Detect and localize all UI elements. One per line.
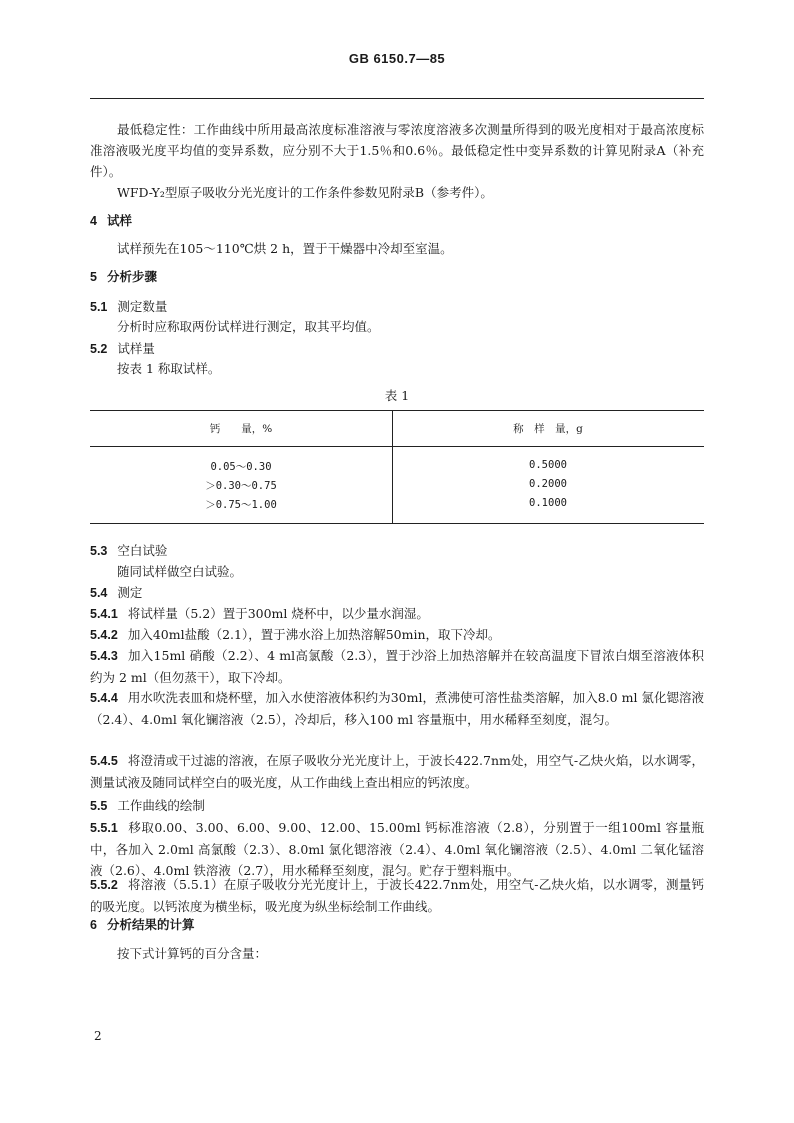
section-number: 5.4.5	[90, 754, 118, 768]
standard-code: GB 6150.7—85	[348, 51, 446, 66]
section-5-4-5	[90, 750, 704, 793]
section-number: 4	[90, 214, 97, 228]
section-5-2-text: 按表 1 称取试样。	[117, 361, 221, 376]
section-title: 测定数量	[117, 299, 168, 314]
section-text: 加入15ml 硝酸（2.2）、4 ml高氯酸（2.3），置于沙浴上加热溶解并在较高温度下冒浓白烟至溶液体积约为 2 ml（但勿蒸干），取下冷却。	[90, 648, 704, 685]
section-number: 5.4	[90, 586, 108, 600]
section-title: 测定	[117, 585, 143, 600]
section-5-1-text: 分析时应称取两份试样进行测定，取其平均值。	[117, 319, 380, 334]
section-number: 5.4.4	[90, 691, 118, 705]
section-4-heading	[90, 210, 704, 232]
section-number: 5.5.1	[90, 821, 118, 835]
section-text: 加入40ml盐酸（2.1），置于沸水浴上加热溶解50min，取下冷却。	[127, 627, 501, 642]
section-number: 5.4.3	[90, 649, 118, 663]
section-number: 5.1	[90, 300, 108, 314]
section-5-4-4	[90, 687, 704, 730]
section-5-2-heading	[90, 338, 704, 360]
section-text: 将澄清或干过滤的溶液，在原子吸收分光光度计上，于波长422.7nm处，用空气-乙炔火焰，以水调零，测量试液及随同试样空白的吸光度，从工作曲线上查出相应的钙浓度。	[90, 753, 704, 790]
table-cell-range: 0.05～0.30	[210, 461, 272, 473]
table-bottom-rule	[90, 523, 704, 524]
section-number: 5.3	[90, 544, 108, 558]
table-cell-weight: 0.5000	[529, 459, 567, 471]
header-rule	[90, 98, 704, 99]
section-title: 试样	[106, 213, 132, 228]
section-number: 6	[90, 918, 97, 932]
section-5-3-heading	[90, 540, 704, 562]
section-5-4-3	[90, 645, 704, 688]
section-5-5-heading	[90, 795, 704, 817]
section-5-5-1	[90, 817, 704, 881]
page-number: 2	[94, 1029, 102, 1043]
section-title: 工作曲线的绘制	[117, 798, 205, 813]
table-cell-weight: 0.2000	[529, 478, 567, 490]
section-text: 用水吹洗表皿和烧杯壁，加入水使溶液体积约为30ml，煮沸使可溶性盐类溶解，加入8.0 ml 氯化锶溶液（2.4）、4.0ml 氧化镧溶液（2.5），冷却后，移入100 ml 容量瓶中，用水稀释至刻度，混匀。	[90, 690, 704, 727]
table-header-rule	[90, 446, 704, 447]
section-number: 5.4.1	[90, 607, 118, 621]
section-title: 试样量	[117, 341, 155, 356]
section-6-heading	[90, 914, 704, 936]
section-5-4-2	[90, 624, 704, 646]
section-title: 分析步骤	[106, 269, 157, 284]
section-text: 将溶液（5.5.1）在原子吸收分光光度计上，于波长422.7nm处，用空气-乙炔火焰，以水调零，测量钙的吸光度。以钙浓度为横坐标，吸光度为纵坐标绘制工作曲线。	[90, 877, 704, 914]
table-caption: 表 1	[384, 388, 410, 403]
table-cell-range: ＞0.30～0.75	[205, 480, 277, 492]
table-header-calcium: 钙 量，%	[209, 423, 273, 435]
section-text: 移取0.00、3.00、6.00、9.00、12.00、15.00ml 钙标准溶液（2.8），分别置于一组100ml 容量瓶中，各加入 2.0ml 高氯酸（2.3）、8.0ml 氯化锶溶液（2.4）、4.0ml 氧化镧溶液（2.5）、4.0ml 二氧化锰溶液（2.6）、4.0ml 铁溶液（2.7），用水稀释至刻度，混匀。贮存于塑料瓶中。	[90, 820, 704, 878]
section-text: 将试样量（5.2）置于300ml 烧杯中，以少量水润湿。	[127, 606, 429, 621]
section-5-1-heading	[90, 296, 704, 318]
section-number: 5	[90, 270, 97, 284]
section-number: 5.2	[90, 342, 108, 356]
paragraph-stability: 最低稳定性：工作曲线中所用最高浓度标准溶液与零浓度溶液多次测量所得到的吸光度相对于最高浓度标准溶液吸光度平均值的变异系数，应分别不大于1.5％和0.6％。最低稳定性中变异系数的计算见附录A（补充件）。	[90, 122, 704, 179]
section-5-heading	[90, 266, 704, 288]
section-6-text: 按下式计算钙的百分含量：	[117, 946, 268, 961]
section-number: 5.4.2	[90, 628, 118, 642]
section-5-5-2	[90, 874, 704, 917]
table-top-rule	[90, 410, 704, 411]
section-5-4-heading	[90, 582, 704, 604]
table-cell-weight: 0.1000	[529, 497, 567, 509]
paragraph-instrument: WFD-Y₂型原子吸收分光光度计的工作条件参数见附录B（参考件）。	[117, 185, 493, 200]
section-number: 5.5	[90, 799, 108, 813]
table-header-weight: 称 样 量，g	[513, 423, 583, 435]
section-title: 空白试验	[117, 543, 168, 558]
section-5-4-1	[90, 603, 704, 625]
section-title: 分析结果的计算	[106, 917, 195, 932]
section-number: 5.5.2	[90, 878, 118, 892]
section-4-text: 试样预先在105～110℃烘 2 h，置于干燥器中冷却至室温。	[117, 241, 453, 256]
table-cell-range: ＞0.75～1.00	[205, 499, 277, 511]
section-5-3-text: 随同试样做空白试验。	[117, 564, 243, 579]
